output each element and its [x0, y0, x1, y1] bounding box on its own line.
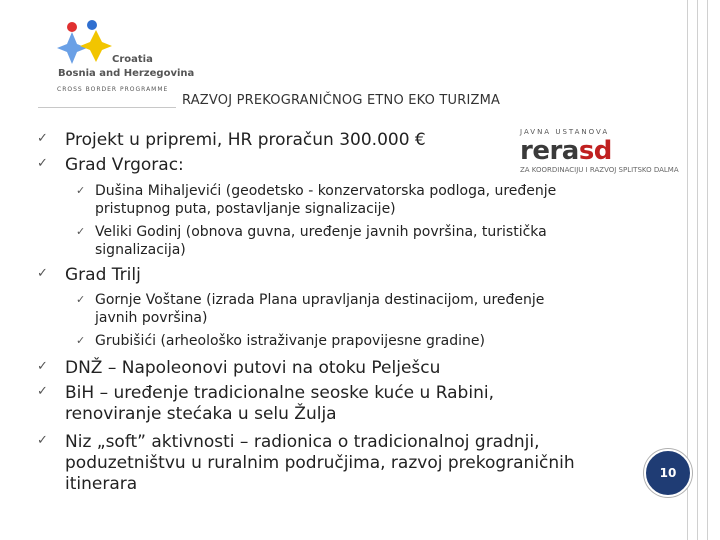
decor-line-3: [707, 0, 708, 540]
check-icon: ✓: [76, 184, 86, 197]
bullet-text: signalizacija): [95, 242, 186, 258]
check-icon: ✓: [76, 225, 86, 238]
bullet-text: Grad Vrgorac:: [65, 155, 184, 175]
check-icon: ✓: [37, 156, 48, 171]
bullet-text: DNŽ – Napoleonovi putovi na otoku Pelješcu: [65, 358, 441, 378]
bullet-text: Grubišići (arheološko istraživanje prapovijesne gradine): [95, 333, 485, 349]
bullet-text: pristupnog puta, postavljanje signalizacije): [95, 201, 396, 217]
partner-logo: [520, 128, 720, 178]
logo-country-line1: Croatia: [112, 54, 153, 65]
logo-program-text: CROSS BORDER PROGRAMME: [57, 86, 169, 93]
check-icon: ✓: [37, 433, 48, 448]
bullet-text: itinerara: [65, 474, 138, 494]
bullet-text: Dušina Mihaljevići (geodetsko - konzervatorska podloga, uređenje: [95, 183, 557, 199]
bullet-text: Niz „soft” aktivnosti – radionica o tradicionalnoj gradnji,: [65, 432, 540, 452]
page-number-badge: 10: [644, 449, 692, 497]
check-icon: ✓: [76, 334, 86, 347]
bullet-text: BiH – uređenje tradicionalne seoske kuće u Rabini,: [65, 383, 494, 403]
title-rule: [38, 107, 176, 108]
partner-logo-top: JAVNA USTANOVA: [520, 128, 610, 136]
check-icon: ✓: [37, 131, 48, 146]
check-icon: ✓: [37, 359, 48, 374]
check-icon: ✓: [37, 266, 48, 281]
slide-title: RAZVOJ PREKOGRANIČNOG ETNO EKO TURIZMA: [182, 93, 501, 108]
check-icon: ✓: [76, 293, 86, 306]
bullet-text: Projekt u pripremi, HR proračun 300.000 €: [65, 130, 426, 150]
check-icon: ✓: [37, 384, 48, 399]
partner-logo-word-b: sd: [578, 136, 612, 166]
bullet-text: renoviranje stećaka u selu Žulja: [65, 404, 337, 424]
bullet-text: Gornje Voštane (izrada Plana upravljanja destinacijom, uređenje: [95, 292, 545, 308]
bullet-text: Veliki Godinj (obnova guvna, uređenje javnih površina, turistička: [95, 224, 547, 240]
partner-logo-word-a: rera: [520, 136, 579, 166]
partner-logo-bottom: ZA KOORDINACIJU I RAZVOJ SPLITSKO DALMA: [520, 166, 679, 174]
bullet-text: poduzetništvu u ruralnim područjima, razvoj prekograničnih: [65, 453, 575, 473]
bullet-text: javnih površina): [95, 310, 208, 326]
logo-country-line2: Bosnia and Herzegovina: [58, 68, 195, 79]
decor-line-2: [697, 0, 698, 540]
bullet-text: Grad Trilj: [65, 265, 141, 285]
partner-logo-word: [520, 136, 612, 166]
